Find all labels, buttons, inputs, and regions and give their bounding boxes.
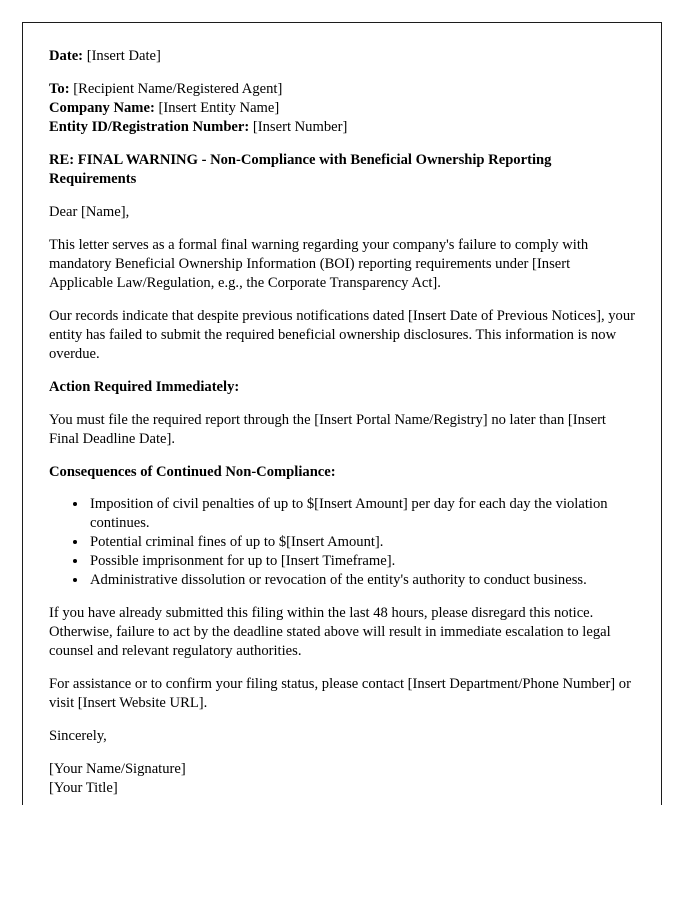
list-item: • Potential criminal fines of up to $[Insert Amount].: [88, 533, 635, 552]
disregard-paragraph: If you have already submitted this filing within the last 48 hours, please disregard this notice. Otherwise, failure to act by the deadline stated above will result in immediate escalation to legal counsel and relevant regulatory authorities.: [49, 605, 611, 660]
recipient-to-value: [Recipient Name/Registered Agent]: [73, 80, 283, 97]
list-item: • Possible imprisonment for up to [Insert Timeframe].: [88, 552, 635, 571]
assistance-paragraph: For assistance or to confirm your filing status, please contact [Insert Department/Phone Number] or visit [Insert Website URL].: [49, 676, 631, 712]
paragraph-two: Our records indicate that despite previous notifications dated [Insert Date of Previous Notices], your entity has failed to submit the required beneficial ownership disclosures. This information is now overdue.: [49, 307, 636, 362]
list-item: • Imposition of civil penalties of up to $[Insert Amount] per day for each day the violation continues.: [88, 495, 635, 533]
document-page: [22, 22, 662, 805]
date-value: [Insert Date]: [86, 48, 161, 64]
recipient-to-line: [49, 80, 635, 99]
company-name-label: Company Name:: [49, 99, 155, 116]
recipient-to-label: To:: [49, 80, 70, 97]
letter-body: [23, 23, 661, 798]
list-item: • Administrative dissolution or revocation of the entity's authority to conduct business.: [88, 571, 635, 590]
signature-title: [Your Title]: [49, 780, 118, 797]
closing-line: Sincerely,: [49, 728, 107, 745]
entity-id-label: Entity ID/Registration Number:: [49, 118, 250, 135]
action-required-heading: Action Required Immediately:: [49, 378, 240, 395]
entity-id-line: [49, 118, 635, 137]
company-name-value: [Insert Entity Name]: [158, 99, 280, 116]
date-label: Date:: [49, 48, 84, 64]
recipient-block: [49, 80, 635, 137]
subject-line: RE: FINAL WARNING - Non-Compliance with Beneficial Ownership Reporting Requirements: [49, 151, 552, 187]
consequences-heading: Consequences of Continued Non-Compliance:: [49, 463, 336, 480]
date-line: [49, 47, 635, 66]
salutation: Dear [Name],: [49, 203, 130, 220]
entity-id-value: [Insert Number]: [252, 118, 348, 135]
company-name-line: [49, 99, 635, 118]
signature-name: [Your Name/Signature]: [49, 761, 186, 778]
paragraph-one: This letter serves as a formal final warning regarding your company's failure to comply with mandatory Beneficial Ownership Information (BOI) reporting requirements under [Insert Applicable Law/Regulation, e.g., the Corporate Transparency Act].: [49, 236, 589, 291]
action-required-paragraph: You must file the required report through the [Insert Portal Name/Registry] no later than [Insert Final Deadline Date].: [49, 411, 606, 447]
consequences-list: [49, 495, 635, 590]
